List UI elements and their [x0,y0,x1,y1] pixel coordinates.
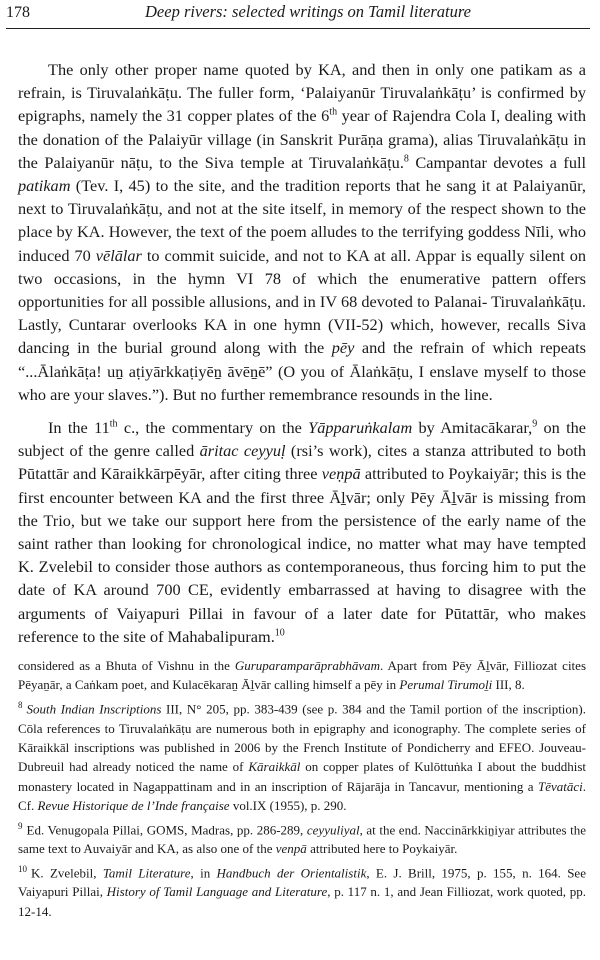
text-run: on the subject of the genre called [18,418,586,461]
footnote-text [18,701,586,813]
running-title: Deep rivers: selected writings on Tamil literature [145,2,471,21]
text-run: by Amitacākarar, [412,418,533,438]
text-run: (Tev. I, 45) to the site, and the tradition reports that he sang it at Palaiyanūr, next to Tiruvalaṅkāṭu, and not at the site itself, in memory of the respect shown to the place by KA. However, the text of the poem alludes to the terrifying goddess Nīli, who induced 70 [18,176,586,265]
italic-text: History of Tamil Language and Literature [106,884,328,900]
running-header [6,2,590,29]
superscript: th [109,418,118,430]
text-run: vol.IX (1955), p. 290. [229,798,347,814]
italic-text: Yāpparuṅkalam [308,418,413,438]
text-run: The only other proper name quoted by KA, and then in only one patikam as a refrain, is Tiruvalaṅkāṭu. The fuller form, ‘Palaiyanūr Tiruvalaṅkāṭu’ is confirmed by epigraphs, namely the 31 copper plates of the 6 [18,60,586,126]
footnote-text [18,865,586,919]
text-run: attributed here to Poykaiyār. [306,841,458,857]
text-run: Campantar devotes a full [408,152,587,172]
footnote-text [18,658,586,692]
text-run: K. Zvelebil, [31,865,103,881]
text-run: to commit suicide, and not to KA at all. Appar is equally silent on two occasions, in the hymn VI 78 of which the enumerative pattern offers opportunities for all possible allusions, and in IV 68 devoted to Palanai- Tiruvalaṅkāṭu. Lastly, Cuntarar overlooks KA in one hymn (VII-52) which, however, recalls Siva dancing in the burial ground along with the [18,245,586,358]
text-run: (rsi’s work), cites a stanza attributed to both Pūtattār and Kāraikkārpēyār, after citing three [18,441,586,484]
italic-text: patikam [18,176,71,196]
text-run: Ed. Venugopala Pillai, GOMS, Madras, pp. 286-289, [26,821,307,837]
main-text [18,58,586,648]
footnote [18,696,586,816]
text-run: , at the end. Naccinārkkiṉiyar attributes the same text to Auvaiyār and KA, as also one of the [18,821,587,857]
paragraph [18,416,586,648]
footnote-marker: 10 [18,863,27,874]
text-run: year of Rajendra Cola I, dealing with the donation of the Palaiyūr village (in Sanskrit Purāṇa grama), alias Tiruvalaṅkāṭu in the Palaiyanūr nāṭu, to the Siva temple at Tiruvalaṅkāṭu. [18,106,586,172]
italic-text: Guruparamparāprabhāvam [234,658,380,673]
text-run: . Cf. [18,778,586,814]
italic-text: veṇpā [321,464,361,484]
footnotes [18,656,586,922]
italic-text: vēlālar [95,245,142,265]
italic-text: venpā [275,841,307,857]
text-run: on copper plates of Kulōttuṅka I about the buddhist monastery located in Nagappattinam and in an inscription of Rājarāja in Tancavur, mentioning a [18,759,586,794]
text-run: In the 11 [48,418,110,438]
text-run: III, 8. [492,677,525,693]
page-number: 178 [6,4,30,21]
italic-text: Revue Historique de l’Inde française [37,798,230,814]
text-run: , p. 117 n. 1, and Jean Filliozat, work quoted, pp. 12-14. [18,884,586,919]
footnote-text [18,822,586,856]
text-run: c., the commentary on the [117,418,309,438]
footnote [18,860,586,922]
italic-text: pēy [331,338,355,358]
text-run: . Apart from Pēy Āḻvār, Filliozat cites Pēyaṉār, a Caṅkam poet, and Kulacēkaraṉ Āḻvār calling himself a pēy in [18,658,587,693]
italic-text: ceyyuliyal [306,821,360,837]
superscript: 10 [274,627,285,639]
footnote-continuation [18,656,586,695]
italic-text: Tēvatāci [537,778,583,794]
footnote-marker: 9 [18,820,23,831]
italic-text: Tamil Literature [102,865,191,881]
text-run: considered as a Bhuta of Vishnu in the [18,658,235,673]
paragraph [18,58,586,406]
italic-text: āritac ceyyuḷ [199,441,286,461]
italic-text: Perumal Tirumoḻi [399,677,493,693]
text-run: III, N° 205, pp. 383-439 (see p. 384 and the Tamil portion of the inscription). Cōla references to Tiruvalaṅkāṭu are numerous both in epigraphy and iconography. The complete series of Kāraikkāl inscriptions was published in 2006 by the French Institute of Pondicherry and EFEO. Jouveau-Dubreuil had already noticed the name of [18,701,586,775]
text-run: attributed to Poykaiyār; this is the first encounter between KA and the first three Āḻvār; only Pēy Āḻvār is missing from the Trio, but we take our support here from the persistence of the early name of the saint rather than looking for chronological indice, no matter what may have tempted K. Zvelebil to consider those authors as contemporaneous, thus forcing him to put the date of KA around 700 CE, evidently embarrassed at having to disagree with the arguments of Vaiyapuri Pillai in favour of a later date for Pūtattār, who makes reference to the site of Mahabalipuram. [18,464,586,646]
text-run: , in [190,865,217,881]
footnote [18,817,586,859]
text-run: , E. J. Brill, 1975, p. 155, n. 164. See Vaiyapuri Pillai, [18,865,586,900]
superscript: 9 [532,418,538,430]
footnote-marker: 8 [18,699,23,710]
superscript: th [329,106,338,118]
text-run: and the refrain of which repeats “...Ālaṅkāṭa! uṉ aṭiyārkkaṭiyēṉ āvēṉē” (O you of Ālaṅkāṭu, I enslave myself to those who are your slaves.”). But no further remembrance resounds in the line. [18,338,587,404]
italic-text: Kāraikkāl [248,759,301,775]
superscript: 8 [403,153,409,165]
italic-text: Handbuch der Orientalistik [216,865,367,881]
italic-text: South Indian Inscriptions [26,701,162,717]
